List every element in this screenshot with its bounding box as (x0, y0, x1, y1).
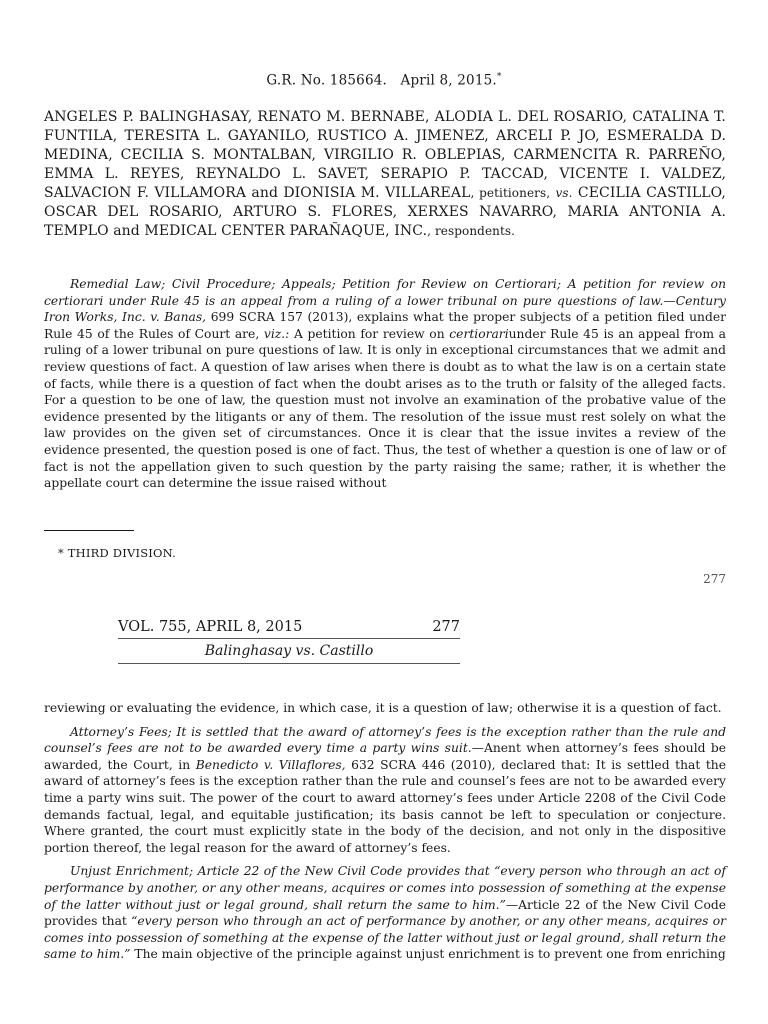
case-parties (44, 108, 726, 241)
case-date: April 8, 2015. (400, 72, 497, 89)
case-number: G.R. No. 185664. (266, 72, 388, 89)
syllabus-paragraph (44, 276, 726, 492)
unjust-enrichment-paragraph (44, 863, 726, 963)
syllabus-heading: Remedial Law; Civil Procedure; Appeals; Petition for Review on Certiorari; A petition for review on certiorari under Rule 45 is an appeal from a ruling of a lower tribunal on pure questions of law.—Century Iron Works, Inc. v. Banas, (44, 277, 726, 325)
syllabus-text-a: 699 SCRA 157 (2013), explains what the proper subjects of a petition filed under Rule 45 of the Rules of Court are, (44, 310, 726, 341)
syllabus-certiorari: certiorari (449, 326, 509, 341)
footnote-marker: * (496, 72, 502, 82)
petitioners-label: , petitioners, (470, 186, 551, 200)
footnote-divider (44, 530, 134, 531)
continuation-paragraph: reviewing or evaluating the evidence, in which case, it is a question of law; otherwise it is a question of fact. (44, 701, 722, 715)
footnote: * THIRD DIVISION. (58, 546, 177, 560)
running-head (118, 619, 460, 664)
unjust-enrichment-text-b: The main objective of the principle against unjust enrichment is to prevent one from enriching (130, 947, 726, 962)
attorneys-fees-text-b: 632 SCRA 446 (2010), declared that: It is settled that the award of attorney’s fees is the exception rather than the rule and counsel’s fees are not to be awarded every time a party wins suit. The power of the court to award attorney’s fees under Article 2208 of the Civil Code demands factual, legal, and equitable justification; its basis cannot be left to speculation or conjecture. Where granted, the court must explicitly state in the body of the decision, and not only in the dispositive portion thereof, the legal reason for the award of attorney’s fees. (44, 757, 726, 855)
syllabus-text-b: A petition for review on (289, 326, 450, 341)
running-head-title: Balinghasay vs. Castillo (118, 639, 460, 664)
body-text (44, 700, 726, 970)
respondents-label: , respondents. (427, 224, 516, 238)
case-header (0, 72, 768, 89)
attorneys-fees-case: Benedicto v. Villaflores, (195, 757, 346, 772)
running-head-volume: VOL. 755, APRIL 8, 2015 (118, 619, 303, 635)
page-number-bottom: 277 (703, 572, 726, 586)
petitioners-names: ANGELES P. BALINGHASAY, RENATO M. BERNABE, ALODIA L. DEL ROSARIO, CATALINA T. FUNTILA, TERESITA L. GAYANILO, RUSTICO A. JIMENEZ, ARCELI P. JO, ESMERALDA D. MEDINA, CECILIA S. MONTALBAN, VIRGILIO R. OBLEPIAS, CARMENCITA R. PARREÑO, EMMA L. REYES, REYNALDO L. SAVET, SERAPIO P. TACCAD, VICENTE I. VALDEZ, SALVACION F. VILLAMORA and DIONISIA M. VILLAREAL (44, 109, 726, 201)
unjust-enrichment-text-a: —Article 22 of the New Civil Code provides that (44, 897, 726, 929)
unjust-enrichment-quote: “every person who through an act of performance by another, or any other means, acquires or comes into possession of something at the expense of the latter without just or legal ground, shall return the same to him.” (44, 914, 726, 962)
running-head-page: 277 (432, 619, 460, 635)
unjust-enrichment-heading: Unjust Enrichment; Article 22 of the New Civil Code provides that “every person who through an act of performance by another, or any other means, acquires or comes into possession of something at the expense of the latter without just or legal ground, shall return the same to him.” (44, 864, 726, 912)
attorneys-fees-paragraph (44, 724, 726, 857)
attorneys-fees-text-a: —Anent when attorney’s fees should be awarded, the Court, in (44, 741, 726, 772)
attorneys-fees-heading: Attorney’s Fees; It is settled that the award of attorney’s fees is the exception rather than the rule and counsel’s fees are not to be awarded every time a party wins suit. (44, 724, 726, 756)
versus-label: vs. (555, 186, 573, 200)
respondents-names: CECILIA CASTILLO, OSCAR DEL ROSARIO, ARTURO S. FLORES, XERXES NAVARRO, MARIA ANTONIA A. TEMPLO and MEDICAL CENTER PARAÑAQUE, INC. (44, 185, 726, 239)
syllabus-viz: viz.: (263, 326, 290, 341)
syllabus-text-c: under Rule 45 is an appeal from a ruling of a lower tribunal on pure questions of law. It is only in exceptional circumstances that we admit and review questions of fact. A question of law arises when there is doubt as to what the law is on a certain state of facts, while there is a question of fact when the doubt arises as to the truth or falsity of the alleged facts. For a question to be one of law, the question must not involve an examination of the probative value of the evidence presented by the litigants or any of them. The resolution of the issue must rest solely on what the law provides on the given set of circumstances. Once it is clear that the issue invites a review of the evidence presented, the question posed is one of fact. Thus, the test of whether a question is one of law or of fact is not the appellation given to such question by the party raising the same; rather, it is whether the appellate court can determine the issue raised without (44, 326, 726, 491)
